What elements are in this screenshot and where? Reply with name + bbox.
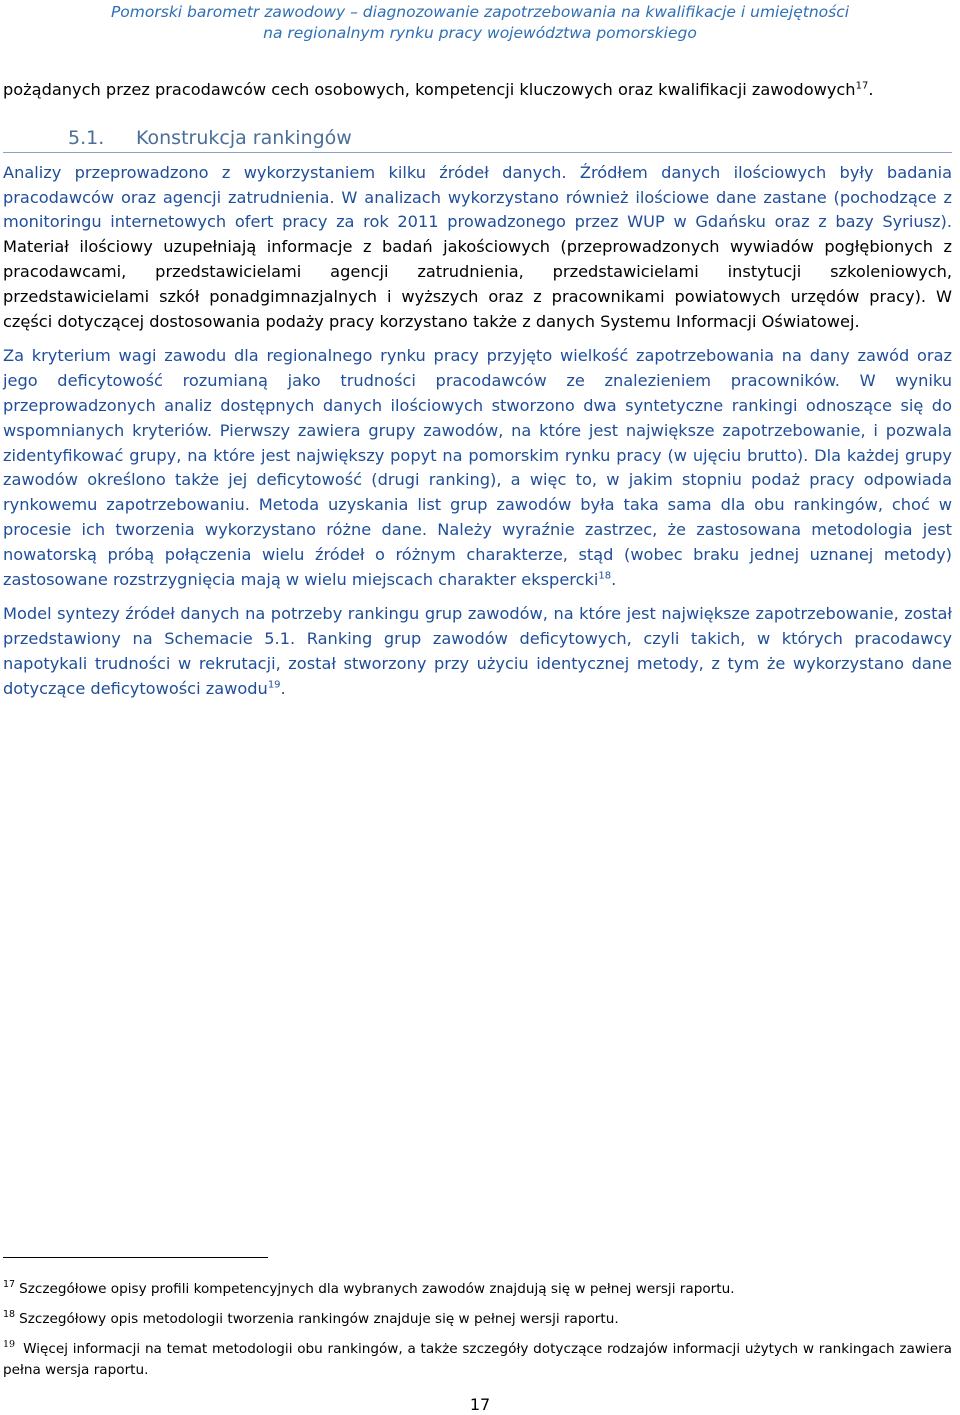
footnote-number: 17: [3, 1279, 16, 1291]
model-text: Model syntezy źródeł danych na potrzeby rankingu grup zawodów, na które jest największe zapotrzebowanie, został przedstawiony na Schemacie 5.1. Ranking grup zawodów deficytowych, czyli takich, w których pracodawcy napotykali trudności w rekrutacji, został stworzony przy użyciu identycznej metody, z tym że wykorzystano dane dotyczące deficytowości zawodu: [3, 604, 952, 698]
section-heading: [3, 125, 952, 153]
running-header: [0, 2, 960, 44]
footnote-separator: [3, 1257, 268, 1258]
footnote-text: Szczegółowe opisy profili kompetencyjnych dla wybranych zawodów znajdują się w pełnej wersji raportu.: [19, 1281, 735, 1297]
footnotes: [3, 1279, 952, 1390]
main-content: [3, 78, 952, 702]
paragraph-criteria: [3, 344, 952, 592]
footnote-ref-18[interactable]: 18: [598, 570, 612, 582]
data-sources-lead: Analizy przeprowadzono z wykorzystaniem kilku źródeł danych. Źródłem danych ilościowych były badania pracodawców oraz agencji zatrudnienia.: [3, 162, 952, 207]
header-line-1: Pomorski barometr zawodowy – diagnozowanie zapotrzebowania na kwalifikacje i umiejętności: [110, 3, 850, 21]
paragraph-model: [3, 602, 952, 701]
footnote-number: 18: [3, 1309, 16, 1321]
section-number: 5.1.: [68, 126, 105, 149]
intro-end: .: [868, 80, 874, 99]
footnote-text: Szczegółowy opis metodologii tworzenia rankingów znajduje się w pełnej wersji raportu.: [19, 1311, 619, 1327]
footnote-ref-17[interactable]: 17: [855, 80, 869, 92]
footnote-17: [3, 1279, 952, 1300]
data-sources-quantitative: W analizach wykorzystano również ilościowe dane zastane (pochodzące z monitoringu internetowych ofert pracy za rok 2011 prowadzonego przez WUP w Gdańsku oraz z bazy Syriusz).: [3, 187, 953, 232]
footnote-18: [3, 1309, 952, 1330]
intro-text: pożądanych przez pracodawców cech osobowych, kompetencji kluczowych oraz kwalifikacji zawodowych: [3, 80, 856, 99]
footnote-19: [3, 1339, 952, 1381]
footnote-number: 19: [3, 1339, 16, 1351]
footnote-text: Więcej informacji na temat metodologii obu rankingów, a także szczegóły dotyczące rodzajów informacji użytych w rankingach zawiera pełna wersja raportu.: [3, 1341, 952, 1378]
header-line-2: na regionalnym rynku pracy województwa pomorskiego: [263, 24, 697, 42]
data-sources-qualitative: Materiał ilościowy uzupełniają informacje z badań jakościowych (przeprowadzonych wywiadów pogłębionych z pracodawcami, przedstawicielami agencji zatrudnienia, przedstawicielami instytucji szkoleniowych, przedstawicielami szkół ponadgimnazjalnych i wyższych oraz z pracownikami powiatowych urzędów pracy). W części dotyczącej dostosowania podaży pracy korzystano także z danych Systemu Informacji Oświatowej.: [3, 237, 952, 331]
intro-paragraph: [3, 78, 952, 103]
section-title: Konstrukcja rankingów: [136, 126, 352, 149]
model-end: .: [280, 678, 286, 698]
page-number: 17: [469, 1395, 491, 1414]
footnote-ref-19[interactable]: 19: [267, 679, 281, 691]
criteria-end: .: [611, 569, 617, 589]
paragraph-data-sources: [3, 161, 952, 335]
criteria-text: Za kryterium wagi zawodu dla regionalnego rynku pracy przyjęto wielkość zapotrzebowania na dany zawód oraz jego deficytowość rozumianą jako trudności pracodawców ze znalezieniem pracowników. W wyniku przeprowadzonych analiz dostępnych danych ilościowych stworzono dwa syntetyczne rankingi odnoszące się do wspomnianych kryteriów. Pierwszy zawiera grupy zawodów, na które jest największe zapotrzebowanie, i pozwala zidentyfikować grupy, na które jest największy popyt na pomorskim rynku pracy (w ujęciu brutto). Dla każdej grupy zawodów określono także jej deficytowość (drugi ranking), a więc to, w jakim stopniu podaż pracy odpowiada rynkowemu zapotrzebowaniu. Metoda uzyskania list grup zawodów była taka sama dla obu rankingów, choć w procesie ich tworzenia wykorzystano różne dane. Należy wyraźnie zastrzec, że zastosowana metodologia jest nowatorską próbą połączenia wielu źródeł o różnym charakterze, stąd (wobec braku jednej uznanej metody) zastosowane rozstrzygnięcia mają w wielu miejscach charakter ekspercki: [3, 346, 952, 589]
